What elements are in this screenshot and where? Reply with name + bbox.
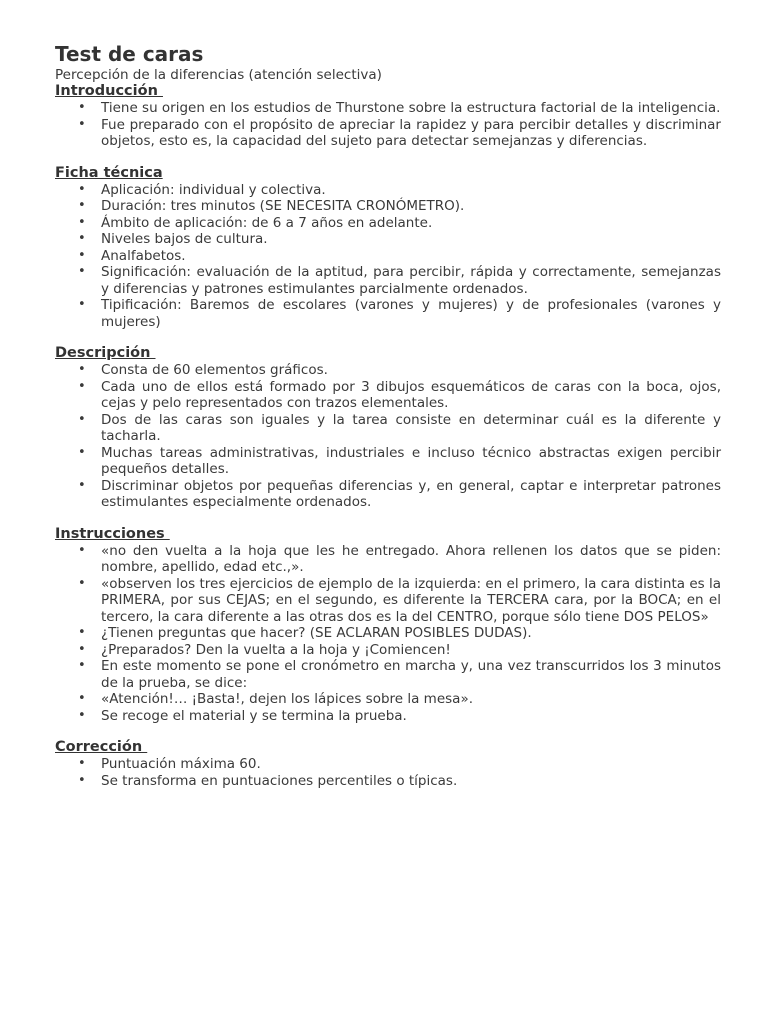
list-item-text: ¿Preparados? Den la vuelta a la hoja y ¡Comiencen!: [101, 641, 451, 658]
list-item-text: Duración: tres minutos (SE NECESITA CRONÓMETRO).: [101, 198, 465, 214]
list-item: [78, 658, 721, 691]
list-item-text: Cada uno de ellos está formado por 3 dibujos esquemáticos de caras con la boca, ojos, cejas y pelo representados con trazos elementales.: [101, 378, 721, 411]
list-item-text: Tiene su origen en los estudios de Thurstone sobre la estructura factorial de la inteligencia.: [101, 100, 721, 116]
bullet-icon: •: [78, 575, 86, 591]
bullet-icon: •: [78, 231, 86, 246]
list-item: [78, 116, 721, 150]
document-subtitle: Percepción de la diferencias (atención selectiva): [55, 67, 382, 83]
list-item: [78, 100, 721, 117]
section-descripcion: [55, 345, 721, 511]
list-item-text: Discriminar objetos por pequeñas diferencias y, en general, captar e interpretar patrones estimulantes especialmente ordenados.: [101, 477, 721, 510]
list-item: [78, 575, 721, 626]
bullet-icon: •: [78, 214, 86, 230]
bullet-icon: •: [78, 542, 86, 558]
section-heading: Instrucciones: [55, 525, 170, 542]
list-item-text: Niveles bajos de cultura.: [101, 231, 268, 247]
list-item-text: Tipificación: Baremos de escolares (varones y mujeres) y de profesionales (varones y mujeres): [101, 297, 721, 330]
bullet-icon: •: [78, 198, 86, 213]
bullet-icon: •: [78, 756, 86, 771]
bullet-list: [55, 100, 721, 150]
list-item: [78, 756, 721, 773]
bullet-icon: •: [78, 477, 86, 493]
list-item: [78, 214, 721, 232]
list-item: [78, 181, 721, 199]
list-item: [78, 231, 721, 248]
list-item: [78, 444, 721, 478]
bullet-icon: •: [78, 411, 86, 427]
list-item-text: Dos de las caras son iguales y la tarea consiste en determinar cuál es la diferente y tacharla.: [101, 411, 721, 444]
bullet-icon: •: [78, 378, 86, 394]
document-title: Test de caras: [55, 42, 204, 66]
list-item: [78, 264, 721, 297]
bullet-icon: •: [78, 444, 86, 460]
list-item-text: Muchas tareas administrativas, industriales e incluso técnico abstractas exigen percibir pequeños detalles.: [101, 444, 721, 477]
bullet-icon: •: [78, 625, 86, 640]
list-item: [78, 772, 721, 790]
list-item-text: «observen los tres ejercicios de ejemplo de la izquierda: en el primero, la cara distinta es la PRIMERA, por sus CEJAS; en el segundo, es diferente la TERCERA cara, por la BOCA; en el tercero, la cara diferente a las otras dos es la del CENTRO, porque sólo tiene DOS PELOS»: [101, 575, 721, 625]
section-correccion: [55, 739, 721, 789]
list-item: [78, 411, 721, 445]
list-item: [78, 247, 721, 265]
section-heading: Corrección: [55, 739, 148, 755]
section-ficha-tecnica: [55, 165, 721, 331]
bullet-icon: •: [78, 264, 86, 279]
bullet-icon: •: [78, 247, 86, 263]
list-item-text: En este momento se pone el cronómetro en marcha y, una vez transcurridos los 3 minutos de la prueba, se dice:: [101, 658, 721, 691]
bullet-icon: •: [78, 181, 86, 197]
list-item: [78, 542, 721, 576]
bullet-icon: •: [78, 772, 86, 788]
bullet-icon: •: [78, 691, 86, 706]
list-item-text: «no den vuelta a la hoja que les he entregado. Ahora rellenen los datos que se piden: nombre, apellido, edad etc.,».: [101, 542, 721, 575]
bullet-icon: •: [78, 707, 86, 723]
list-item-text: Aplicación: individual y colectiva.: [101, 181, 326, 198]
list-item-text: «Atención!… ¡Basta!, dejen los lápices sobre la mesa».: [101, 691, 473, 707]
list-item-text: Se recoge el material y se termina la prueba.: [101, 707, 407, 724]
bullet-icon: •: [78, 100, 86, 115]
bullet-list: [55, 756, 721, 789]
list-item-text: Ámbito de aplicación: de 6 a 7 años en adelante.: [101, 214, 433, 231]
section-introduccion: [55, 83, 721, 150]
section-heading: Introducción: [55, 83, 163, 99]
list-item: [78, 641, 721, 659]
list-item: [78, 691, 721, 708]
list-item-text: Consta de 60 elementos gráficos.: [101, 362, 328, 378]
bullet-list: [55, 182, 721, 331]
list-item: [78, 378, 721, 412]
list-item-text: Analfabetos.: [101, 247, 186, 264]
list-item: [78, 477, 721, 511]
bullet-icon: •: [78, 641, 86, 657]
section-heading: Descripción: [55, 345, 156, 361]
list-item: [78, 362, 721, 379]
list-item-text: Puntuación máxima 60.: [101, 756, 261, 772]
list-item: [78, 707, 721, 725]
section-instrucciones: [55, 526, 721, 725]
document-body: [55, 83, 721, 789]
list-item-text: ¿Tienen preguntas que hacer? (SE ACLARAN POSIBLES DUDAS).: [101, 625, 532, 641]
bullet-list: [55, 543, 721, 725]
list-item: [78, 625, 721, 642]
bullet-icon: •: [78, 297, 86, 312]
list-item-text: Se transforma en puntuaciones percentiles o típicas.: [101, 772, 458, 789]
list-item-text: Significación: evaluación de la aptitud, para percibir, rápida y correctamente, semejanzas y diferencias y patrones estimulantes parcialmente ordenados.: [101, 264, 721, 297]
list-item: [78, 297, 721, 330]
section-heading: Ficha técnica: [55, 164, 163, 181]
bullet-list: [55, 362, 721, 511]
list-item: [78, 198, 721, 215]
bullet-icon: •: [78, 362, 86, 377]
bullet-icon: •: [78, 658, 86, 673]
list-item-text: Fue preparado con el propósito de apreciar la rapidez y para percibir detalles y discriminar objetos, esto es, la capacidad del sujeto para detectar semejanzas y diferencias.: [101, 116, 721, 149]
bullet-icon: •: [78, 116, 86, 132]
